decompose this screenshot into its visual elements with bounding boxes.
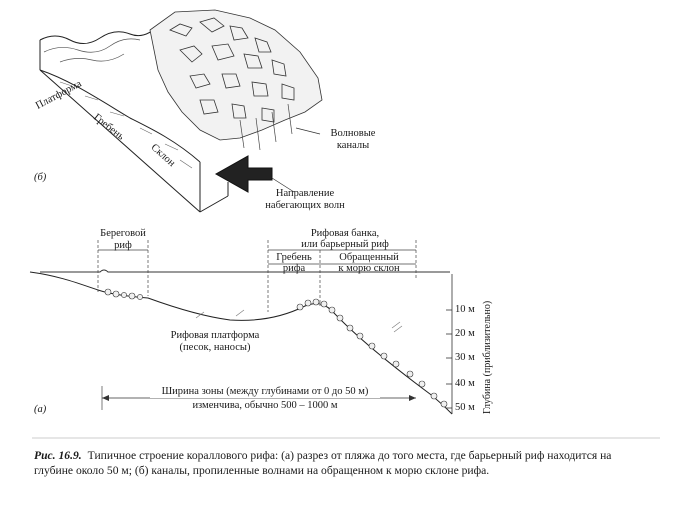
coastal-reef-label-2: риф [114,240,132,251]
panel-a-letter: (а) [34,404,47,415]
zone-width-label-2: изменчива, обычно 500 – 1000 м [192,400,338,411]
figure-caption [34,448,634,478]
depth-tick-10: 10 м [455,304,475,315]
wave-channels-label-2: каналы [336,140,370,151]
zone-width-label-1: Ширина зоны (между глубинами от 0 до 50 м) [150,386,380,398]
coral-mass [150,10,322,140]
seaward-slope-label-2: к морю склон [338,263,400,274]
platform-label: Платформа [34,78,84,112]
wave-direction-arrow [216,156,272,192]
caption-text: Типичное строение кораллового рифа: (а) разрез от пляжа до того места, где барьерный риф находится на глубине около 50 м; (б) каналы, пропиленные волнами на обращенном к морю склоне рифа. [34,449,612,477]
reef-bank-label-2: или барьерный риф [301,239,389,250]
caption-number: Рис. 16.9. [34,449,82,462]
depth-tick-20: 20 м [455,328,475,339]
seaward-slope-label-1: Обращенный [339,252,399,263]
depth-tick-40: 40 м [455,378,475,389]
panel-b-letter: (б) [34,172,47,183]
reef-platform-label-2: (песок, наносы) [179,342,251,353]
reef-crest-label-1: Гребень [276,252,312,263]
wave-direction-label-1: Направление [275,188,335,199]
crest-label: Гребень [91,112,127,143]
coastal-reef-label-1: Береговой [100,228,146,239]
block-base-edge [200,196,228,212]
wave-direction-label-2: набегающих волн [265,200,345,211]
block-diagram [40,10,322,212]
slope-label: Склон [148,142,177,170]
depth-tick-30: 30 м [455,352,475,363]
reef-platform-label-1: Рифовая платформа [170,330,260,341]
reef-bank-label-1: Рифовая банка, [310,228,380,239]
depth-axis-label: Глубина (приблизительно) [482,300,493,414]
reef-crest-label-2: рифа [282,263,306,274]
wave-channels-label-1: Волновые [330,128,376,139]
depth-tick-50: 50 м [455,402,475,413]
